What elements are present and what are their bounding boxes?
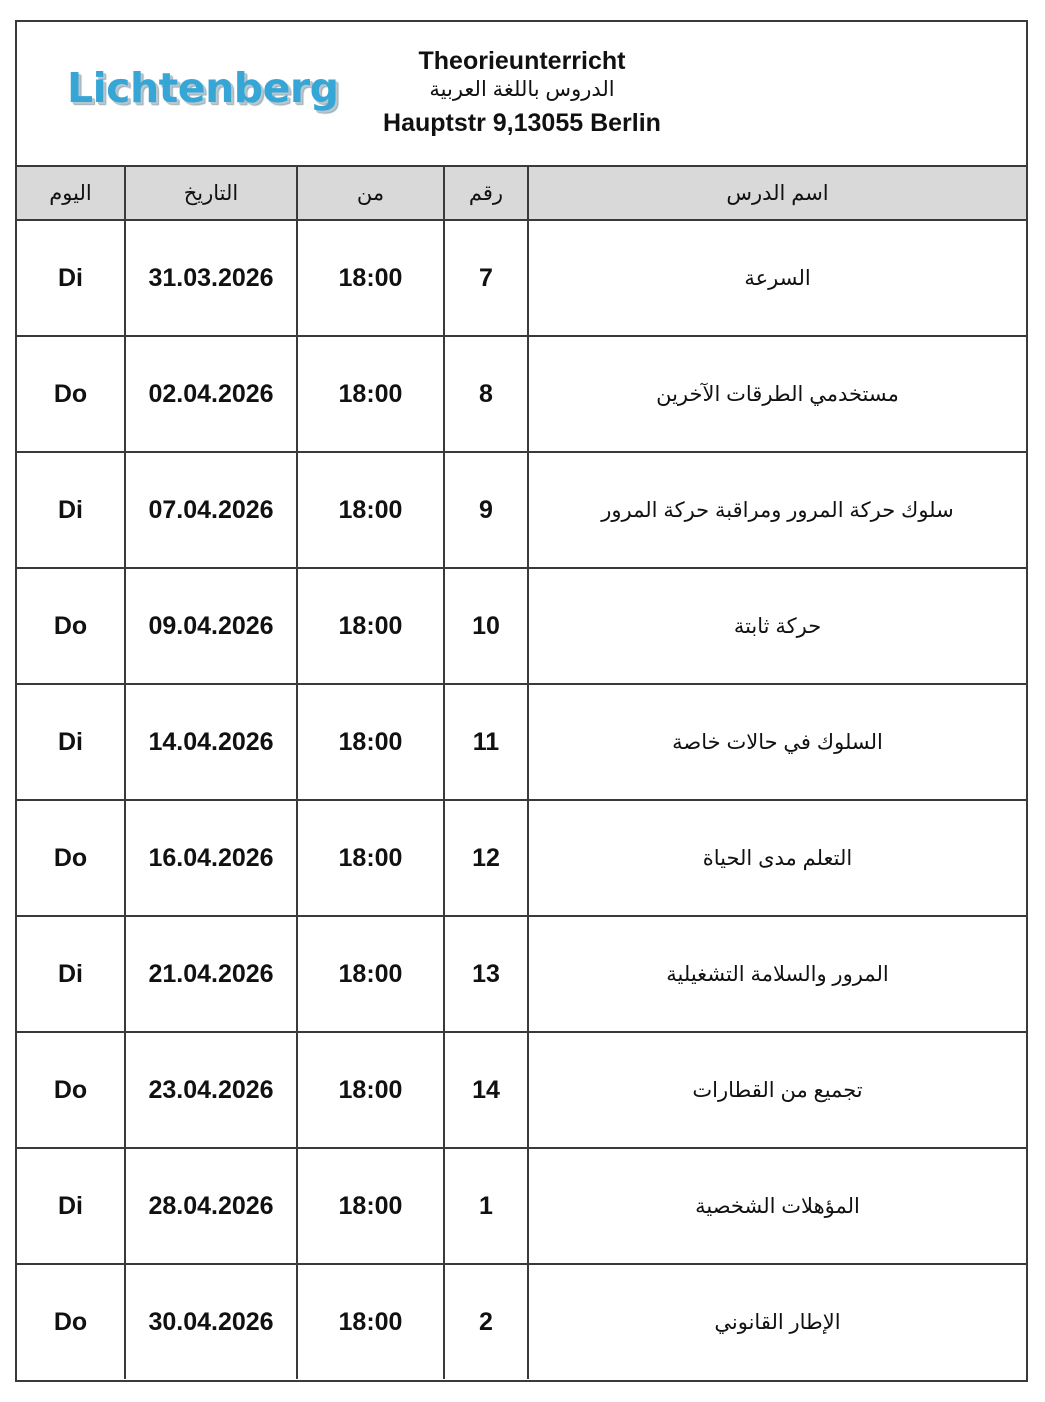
column-header-day: اليوم xyxy=(17,167,125,220)
cell-day: Do xyxy=(17,568,125,684)
table-row xyxy=(17,916,1026,1032)
cell-date: 28.04.2026 xyxy=(125,1148,297,1264)
table-row xyxy=(17,684,1026,800)
lesson-schedule-table xyxy=(17,167,1026,1379)
table-row xyxy=(17,220,1026,336)
table-row xyxy=(17,1264,1026,1379)
table-row xyxy=(17,800,1026,916)
cell-from: 18:00 xyxy=(297,684,444,800)
cell-date: 16.04.2026 xyxy=(125,800,297,916)
table-row xyxy=(17,1032,1026,1148)
cell-date: 30.04.2026 xyxy=(125,1264,297,1379)
cell-from: 18:00 xyxy=(297,336,444,452)
cell-from: 18:00 xyxy=(297,1032,444,1148)
cell-day: Di xyxy=(17,452,125,568)
cell-lesson-name: المؤهلات الشخصية xyxy=(528,1148,1026,1264)
cell-lesson-name: الإطار القانوني xyxy=(528,1264,1026,1379)
cell-number: 7 xyxy=(444,220,528,336)
sheet-header xyxy=(17,22,1026,167)
cell-number: 11 xyxy=(444,684,528,800)
schedule-sheet xyxy=(15,20,1028,1382)
cell-date: 31.03.2026 xyxy=(125,220,297,336)
cell-date: 14.04.2026 xyxy=(125,684,297,800)
cell-lesson-name: سلوك حركة المرور ومراقبة حركة المرور xyxy=(528,452,1026,568)
cell-lesson-name: حركة ثابتة xyxy=(528,568,1026,684)
cell-number: 13 xyxy=(444,916,528,1032)
page-title: Theorieunterricht xyxy=(418,47,626,75)
cell-number: 10 xyxy=(444,568,528,684)
table-row xyxy=(17,336,1026,452)
cell-from: 18:00 xyxy=(297,568,444,684)
cell-date: 09.04.2026 xyxy=(125,568,297,684)
table-row xyxy=(17,452,1026,568)
cell-number: 12 xyxy=(444,800,528,916)
column-header-lesson-name: اسم الدرس xyxy=(528,167,1026,220)
cell-day: Di xyxy=(17,220,125,336)
cell-from: 18:00 xyxy=(297,452,444,568)
cell-from: 18:00 xyxy=(297,1148,444,1264)
cell-day: Do xyxy=(17,1032,125,1148)
table-header-row xyxy=(17,167,1026,220)
cell-from: 18:00 xyxy=(297,1264,444,1379)
title-block xyxy=(322,46,722,142)
table-row xyxy=(17,568,1026,684)
cell-day: Do xyxy=(17,1264,125,1379)
cell-date: 23.04.2026 xyxy=(125,1032,297,1148)
cell-lesson-name: تجميع من القطارات xyxy=(528,1032,1026,1148)
lichtenberg-logo: Lichtenberg xyxy=(67,64,339,112)
column-header-from: من xyxy=(297,167,444,220)
cell-lesson-name: المرور والسلامة التشغيلية xyxy=(528,916,1026,1032)
cell-from: 18:00 xyxy=(297,220,444,336)
cell-day: Di xyxy=(17,684,125,800)
cell-from: 18:00 xyxy=(297,800,444,916)
column-header-number: رقم xyxy=(444,167,528,220)
cell-lesson-name: مستخدمي الطرقات الآخرين xyxy=(528,336,1026,452)
cell-number: 8 xyxy=(444,336,528,452)
cell-lesson-name: التعلم مدى الحياة xyxy=(528,800,1026,916)
cell-number: 9 xyxy=(444,452,528,568)
cell-day: Di xyxy=(17,916,125,1032)
cell-number: 1 xyxy=(444,1148,528,1264)
cell-date: 02.04.2026 xyxy=(125,336,297,452)
page-subtitle-arabic: الدروس باللغة العربية xyxy=(429,78,615,101)
cell-date: 07.04.2026 xyxy=(125,452,297,568)
cell-date: 21.04.2026 xyxy=(125,916,297,1032)
cell-lesson-name: السلوك في حالات خاصة xyxy=(528,684,1026,800)
cell-day: Di xyxy=(17,1148,125,1264)
cell-number: 14 xyxy=(444,1032,528,1148)
cell-from: 18:00 xyxy=(297,916,444,1032)
cell-lesson-name: السرعة xyxy=(528,220,1026,336)
cell-number: 2 xyxy=(444,1264,528,1379)
column-header-date: التاريخ xyxy=(125,167,297,220)
cell-day: Do xyxy=(17,800,125,916)
table-row xyxy=(17,1148,1026,1264)
address-line: Hauptstr 9,13055 Berlin xyxy=(383,109,661,137)
cell-day: Do xyxy=(17,336,125,452)
